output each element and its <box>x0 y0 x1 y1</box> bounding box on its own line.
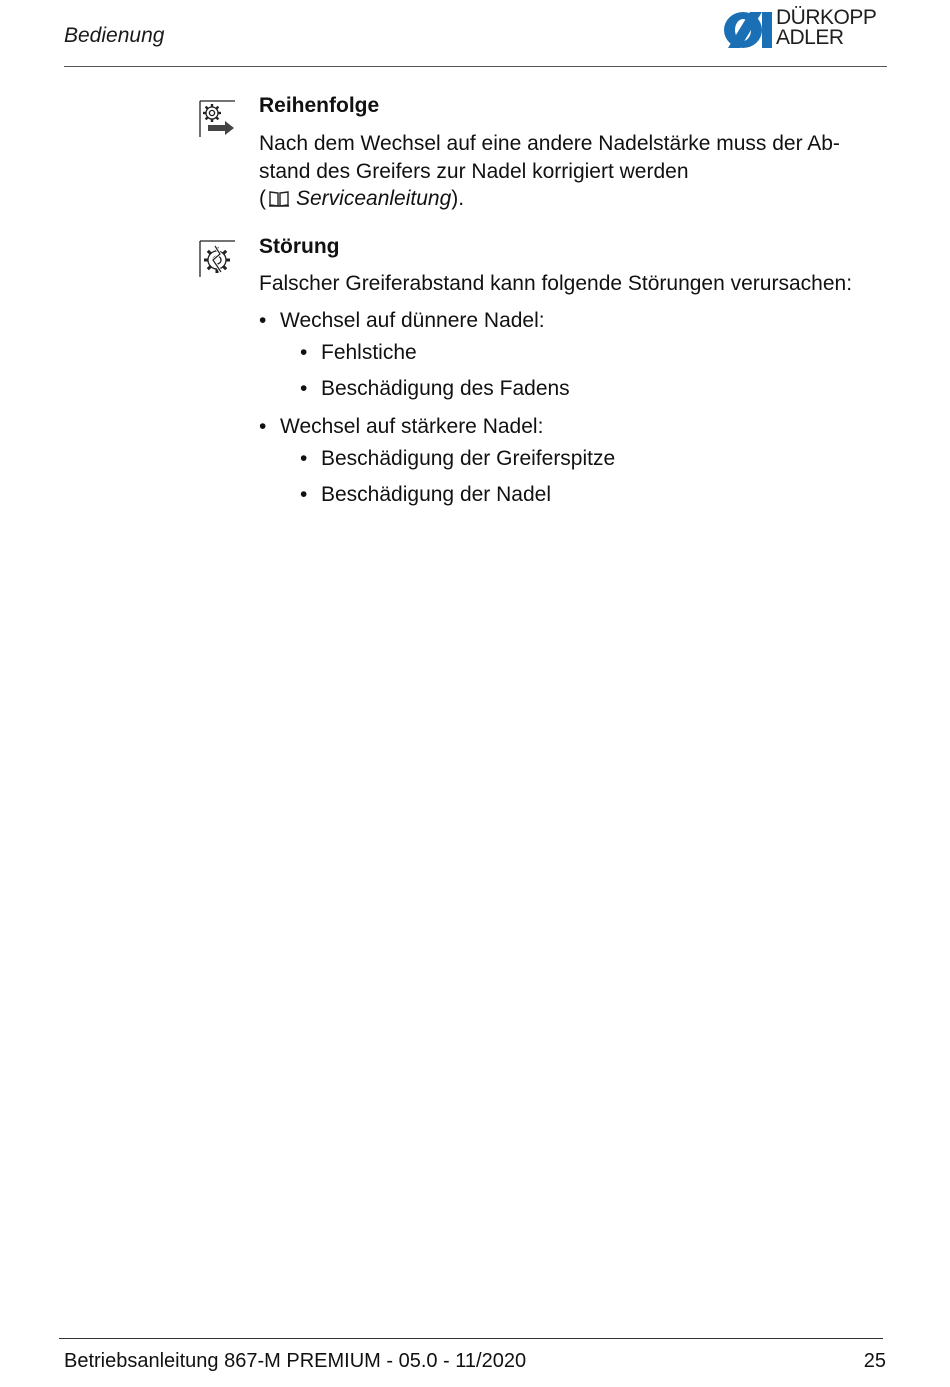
list-item: • Wechsel auf stärkere Nadel: <box>259 415 544 438</box>
gear-fault-icon <box>199 240 237 278</box>
footer-divider <box>59 1338 883 1339</box>
list-item: • Fehlstiche <box>300 341 417 364</box>
section-heading-stoerung: Störung <box>259 235 340 258</box>
stoerung-intro: Falscher Greiferabstand kann folgende Störungen verursachen: <box>259 272 853 295</box>
brand-line-1: DÜRKOPP <box>776 6 877 29</box>
brand-logo <box>722 8 892 52</box>
book-icon <box>268 190 290 208</box>
brand-wordmark <box>776 8 876 48</box>
list-item: • Beschädigung des Fadens <box>300 377 570 400</box>
reihenfolge-paragraph <box>259 130 889 213</box>
brand-line-2: ADLER <box>776 26 844 49</box>
list-item: • Beschädigung der Nadel <box>300 483 551 506</box>
chapter-title: Bedienung <box>64 24 165 47</box>
list-item: • Wechsel auf dünnere Nadel: <box>259 309 545 332</box>
page-number: 25 <box>863 1350 886 1372</box>
ref-close: ). <box>451 187 465 210</box>
ref-open: ( <box>259 187 266 210</box>
list-item: • Beschädigung der Greiferspitze <box>300 447 616 470</box>
reihenfolge-text: Nach dem Wechsel auf eine andere Nadelstärke muss der Ab-stand des Greifers zur Nadel korrigiert werden <box>259 132 840 183</box>
logo-mark-icon <box>722 10 772 50</box>
service-manual-reference: Serviceanleitung <box>296 187 452 210</box>
header-divider <box>64 66 887 67</box>
section-heading-reihenfolge: Reihenfolge <box>259 94 380 117</box>
document-id: Betriebsanleitung 867-M PREMIUM - 05.0 - 11/2020 <box>64 1350 527 1372</box>
gear-arrow-icon <box>199 100 237 138</box>
